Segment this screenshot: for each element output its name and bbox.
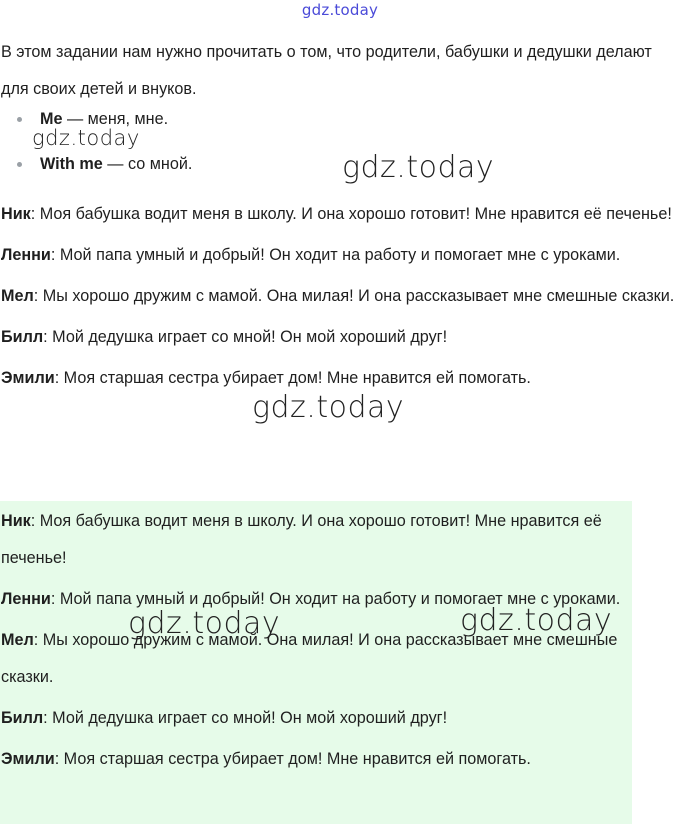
watermark-2: gdz.today (252, 390, 405, 425)
top-watermark-link[interactable]: gdz.today (301, 1, 379, 19)
speaker-name: Мел (1, 287, 34, 305)
speaker-name: Эмили (1, 369, 55, 387)
speaker-text: : Мы хорошо дружим с мамой. Она милая! И она рассказывает мне смешные сказки. (1, 631, 618, 686)
speaker-text: : Мой дедушка играет со мной! Он мой хороший друг! (43, 709, 448, 727)
paragraph-bill (1, 319, 676, 356)
speaker-name: Билл (1, 328, 44, 346)
watermark-small: gdz.today (32, 126, 140, 150)
speaker-name: Ник (1, 205, 31, 223)
vocab-term: With me (40, 155, 103, 173)
paragraph-lenny (1, 237, 676, 274)
vocab-definition: — меня, мне. (62, 110, 169, 128)
speaker-name: Ленни (1, 590, 51, 608)
vocab-term: Me (40, 110, 63, 128)
speaker-text: : Мой папа умный и добрый! Он ходит на работу и помогает мне с уроками. (50, 246, 621, 264)
watermark-3: gdz.today (128, 606, 281, 641)
answer-block (0, 501, 632, 824)
answer-paragraph-bill (1, 700, 629, 737)
vocab-list (1, 108, 676, 196)
speaker-text: : Моя бабушка водит меня в школу. И она хорошо готовит! Мне нравится её печенье! (30, 205, 672, 223)
bullet-dot-icon (17, 162, 22, 167)
watermark-1: gdz.today (342, 150, 495, 185)
speaker-text: : Мой папа умный и добрый! Он ходит на работу и помогает мне с уроками. (50, 590, 621, 608)
speaker-text: : Мой дедушка играет со мной! Он мой хороший друг! (43, 328, 448, 346)
speaker-text: : Мы хорошо дружим с мамой. Она милая! И она рассказывает мне смешные сказки. (33, 287, 675, 305)
answer-paragraph-nick (1, 503, 629, 577)
speaker-text: : Моя старшая сестра убирает дом! Мне нравится ей помогать. (54, 369, 531, 387)
speaker-name: Мел (1, 631, 34, 649)
speaker-text: : Моя бабушка водит меня в школу. И она хорошо готовит! Мне нравится её печенье! (1, 512, 602, 567)
speaker-name: Билл (1, 709, 44, 727)
answer-content (1, 503, 629, 782)
speaker-name: Ленни (1, 246, 51, 264)
vocab-item-with-me (1, 153, 192, 175)
main-content (1, 34, 676, 401)
intro-text: В этом задании нам нужно прочитать о том, что родители, бабушки и дедушки делают для своих детей и внуков. (1, 43, 652, 98)
paragraph-nick (1, 196, 676, 233)
vocab-definition: — со мной. (102, 155, 193, 173)
answer-paragraph-emily (1, 741, 629, 778)
paragraph-mel (1, 278, 676, 315)
speaker-name: Эмили (1, 750, 55, 768)
speaker-name: Ник (1, 512, 31, 530)
speaker-text: : Моя старшая сестра убирает дом! Мне нравится ей помогать. (54, 750, 531, 768)
bullet-dot-icon (17, 117, 22, 122)
watermark-4: gdz.today (460, 603, 613, 638)
